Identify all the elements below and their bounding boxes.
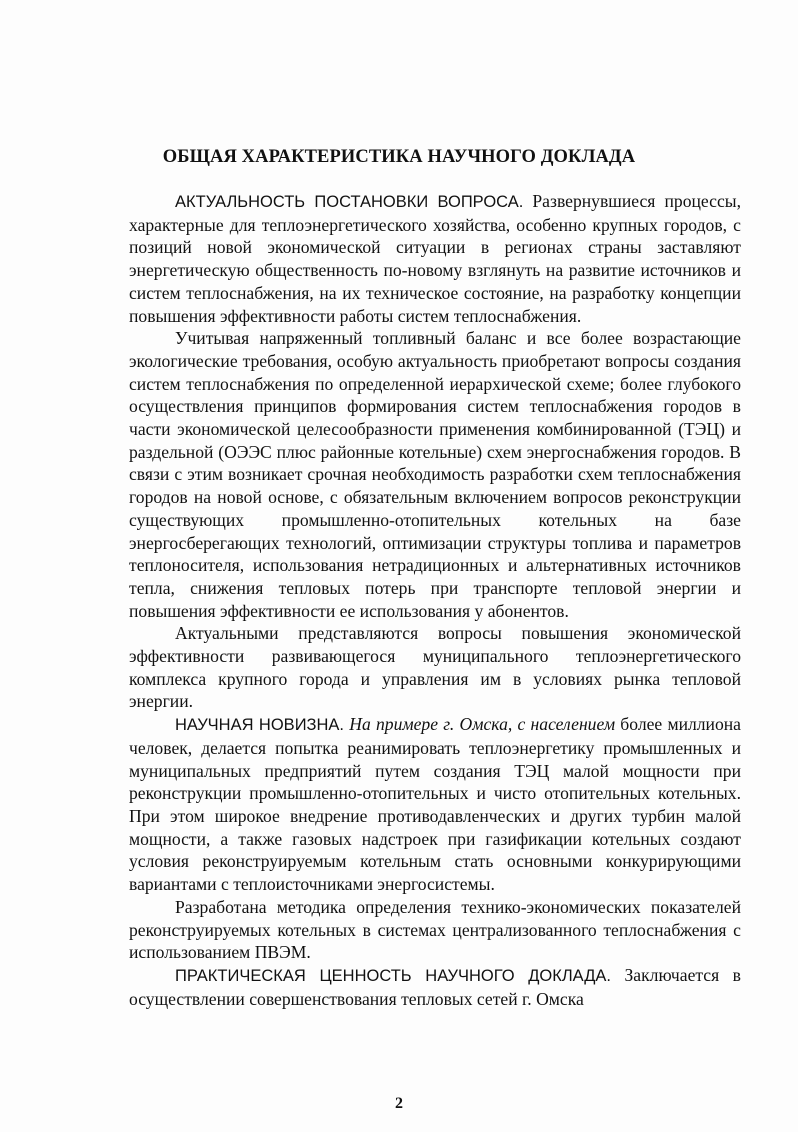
- document-title: ОБЩАЯ ХАРАКТЕРИСТИКА НАУЧНОГО ДОКЛАДА: [162, 147, 636, 167]
- paragraph-economic-efficiency: [129, 622, 741, 713]
- paragraph-text: Развернувшиеся процессы, характерные для теплоэнергетического хозяйства, особенно крупных городов, с позиций новой экономической ситуации в регионах страны заставляют энергетическую общественность по-новому взглянуть на развитие источников и систем теплоснабжения, на их техническое состояние, на разработку концепции повышения эффективности работы систем теплоснабжения.: [129, 191, 741, 326]
- paragraph-text: Заключается в осуществлении совершенствования тепловых сетей г. Омска: [129, 964, 741, 1009]
- paragraph-methodology: [129, 896, 741, 964]
- section-heading-relevance: АКТУАЛЬНОСТЬ ПОСТАНОВКИ ВОПРОСА.: [175, 193, 524, 211]
- paragraph-text: Разработана методика определения технико-экономических показателей реконструируемых котельных в системах централизованного теплоснабжения с использованием ПВЭМ.: [129, 896, 741, 963]
- paragraph-practical-value: [129, 964, 741, 1010]
- page-number: 2: [395, 1095, 403, 1112]
- paragraph-fuel-balance: [129, 327, 741, 622]
- paragraph-relevance: [129, 190, 741, 327]
- paragraph-text: Актуальными представляются вопросы повышения экономической эффективности развивающегося муниципального теплоэнергетического комплекса крупного города и управления им в условиях рынка тепловой энергии.: [129, 623, 741, 712]
- section-heading-novelty: НАУЧНАЯ НОВИЗНА.: [175, 716, 345, 735]
- paragraph-text: Учитывая напряженный топливный баланс и все более возрастающие экологические требования, особую актуальность приобретают вопросы создания систем теплоснабжения по определенной иерархической схеме; более глубокого осуществления принципов формирования систем теплоснабжения городов в части экономической целесообразности применения комбинированной (ТЭЦ) и раздельной (ОЭЭС плюс районные котельные) схем энергоснабжения городов. В связи с этим возникает срочная необходимость разработки схем теплоснабжения городов на новой основе, с обязательным включением вопросов реконструкции существующих промышленно-отопительных котельных на базе энергосберегающих технологий, оптимизации структуры топлива и параметров теплоносителя, использования нетрадиционных и альтернативных источников тепла, снижения тепловых потерь при транспорте тепловой энергии и повышения эффективности ее использования у абонентов.: [129, 328, 741, 621]
- paragraph-italic-text: На примере г. Омска, с населением: [344, 714, 616, 735]
- section-heading-practical-value: ПРАКТИЧЕСКАЯ ЦЕННОСТЬ НАУЧНОГО ДОКЛАДА.: [175, 966, 611, 985]
- paragraph-text: более миллиона человек, делается попытка реанимировать теплоэнергетику промышленных и муниципальных предприятий путем создания ТЭЦ малой мощности при реконструкции промышленно-отопительных и чисто отопительных котельных. При этом широкое внедрение противодавленческих и других турбин малой мощности, а также газовых надстроек при газификации котельных создают условия реконструируемым котельным стать основными конкурирующими вариантами с теплоисточниками энергосистемы.: [129, 714, 741, 895]
- body-text: [129, 190, 741, 1010]
- paragraph-novelty: [129, 713, 741, 896]
